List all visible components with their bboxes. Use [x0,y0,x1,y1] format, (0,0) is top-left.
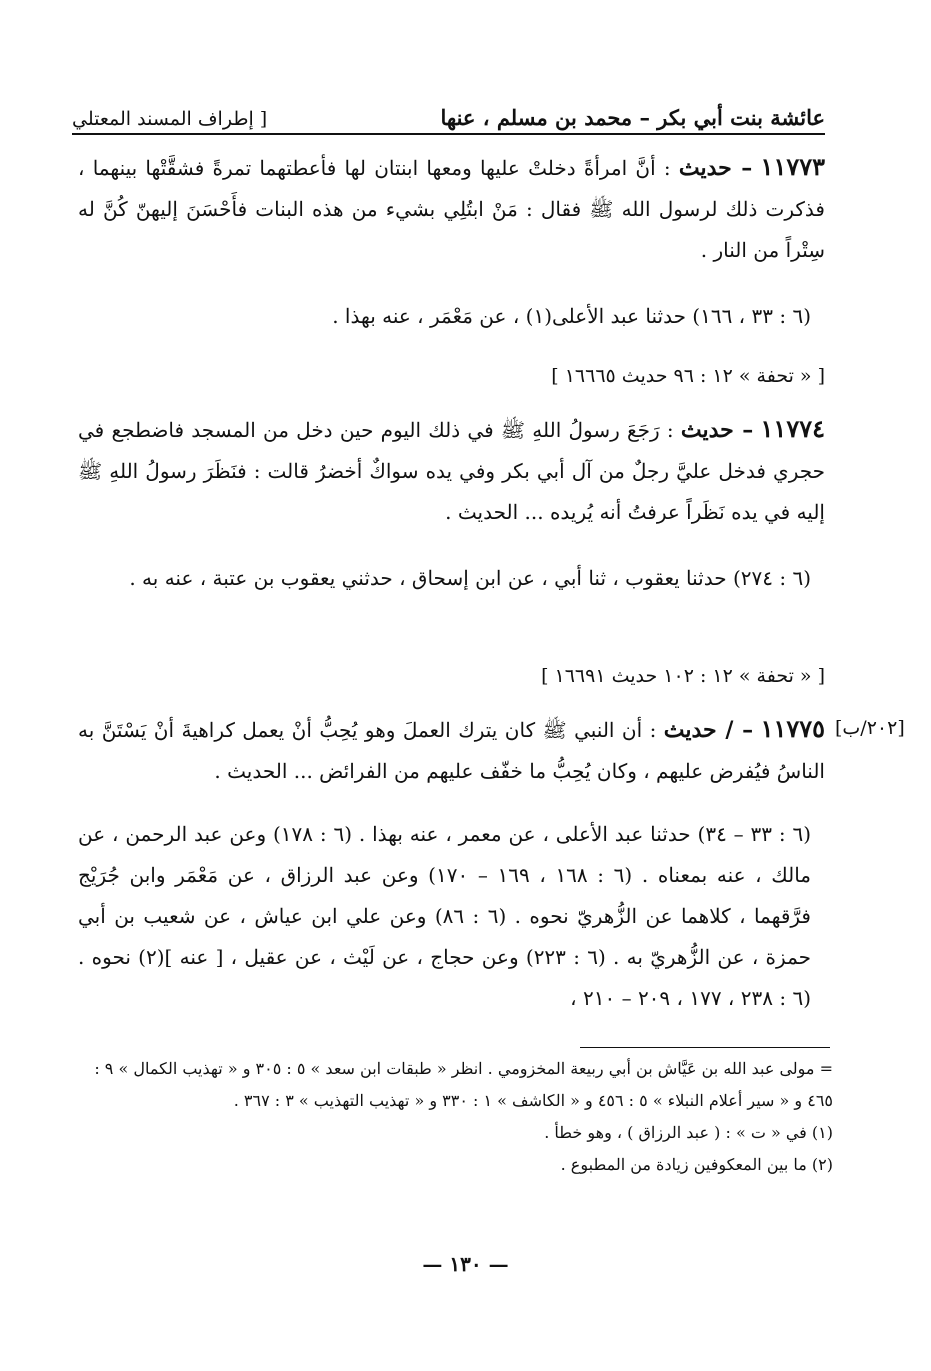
footnote-2: (٢) ما بين المعكوفين زيادة من المطبوع . [560,1155,833,1174]
hadith-11775-chain: (٦ : ٣٣ – ٣٤) حدثنا عبد الأعلى ، عن معمر ، عنه بهذا . (٦ : ١٧٨) وعن عبد الرحمن ، عن مالك ، عنه بمعناه . (٦ : ١٦٨ ، ١٦٩ – ١٧٠) وعن عبد الرزاق ، عن مَعْمَر وابن جُرَيْج فرَّقهما ، كلاهما عن الزُّهريّ نحوه . (٦ : ٨٦) وعن علي ابن عياش ، عن شعيب بن أبي حمزة ، عن الزُّهريّ به . (٦ : ٢٢٣) وعن حجاج ، عن لَيْث ، عن عقيل ، [ عنه ](٢) نحوه . (٦ : ٢٣٨ ، ١٧٧ ، ٢٠٩ – ٢١٠ ، [78,822,812,1010]
header-rule [72,133,825,135]
hadith-11773-chain: (٦ : ٣٣ ، ١٦٦) حدثنا عبد الأعلى(١) ، عن مَعْمَر ، عنه بهذا . [332,304,811,328]
hadith-label: – حديث [678,155,753,181]
hadith-11773-tuhfa: [ « تحفة » ١٢ : ٩٦ حديث ١٦٦٦٥ ] [551,365,825,387]
hadith-text: : أنَّ امرأةً دخلتْ عليها ومعها ابنتان لها فأعطتهما تمرةً فشقَّتْها بينهما ، فذكرت ذلك لرسول الله ﷺ فقال : مَنْ ابتُلِي بشيء من هذه البنات فأَحْسَنَ إليهنّ كُنَّ له سِتْراً من النار . [78,156,825,262]
footnotes [70,1053,833,1181]
hadith-text: : رَجَعَ رسولُ اللهِ ﷺ في ذلك اليوم حين دخل من المسجد فاضطجع في حجري فدخل عليَّ رجلٌ من آل أبي بكر وفي يده سواكٌ أخضرُ قالت : فنَظَرَ رسولُ اللهِ ﷺ إليه في يده نَظَراً عرفتُ أنه يُريده ... الحديث . [78,418,825,524]
hadith-text: : أن النبي ﷺ كان يترك العملَ وهو يُحِبُّ أنْ يعمل كراهيةَ أنْ يَسْتَنَّ به الناسُ فيُفرض عليهم ، وكان يُحِبُّ ما خفّف عليهم من الفرائض ... الحديث . [78,718,825,783]
footnote-continued: = مولى عبد الله بن عَيَّاش بن أبي ربيعة المخزومي . انظر « طبقات ابن سعد » ٥ : ٣٠٥ و « تهذيب الكمال » ٩ : ٤٦٥ و « سير أعلام النبلاء » ٥ : ٤٥٦ و « الكاشف » ١ : ٣٣٠ و « تهذيب التهذيب » ٣ : ٣٦٧ . [94,1059,833,1110]
hadith-number: ١١٧٧٤ [760,414,825,443]
manuscript-folio-ref: [٢٠٢/ب] [835,717,905,739]
header-title-right: عائشة بنت أبي بكر – محمد بن مسلم ، عنها [440,105,825,130]
hadith-label: – حديث [680,417,754,443]
hadith-number: ١١٧٧٥ [760,714,826,743]
hadith-label: – / حديث [663,717,754,743]
running-header [72,90,825,130]
hadith-number: ١١٧٧٣ [760,152,825,181]
footnote-1: (١) في « ت » : ( عبد الرزاق ) ، وهو خطأ . [544,1123,833,1142]
hadith-11774 [78,408,825,533]
footnote-rule [580,1047,830,1048]
hadith-11773 [78,146,825,271]
header-title-left: [ إطراف المسند المعتلي [72,108,268,130]
hadith-11774-chain: (٦ : ٢٧٤) حدثنا يعقوب ، ثنا أبي ، عن ابن إسحاق ، حدثني يعقوب بن عتبة ، عنه به . [129,566,811,590]
page-number: — ١٣٠ — [422,1252,509,1276]
hadith-11775 [78,708,825,792]
hadith-11774-tuhfa: [ « تحفة » ١٢ : ١٠٢ حديث ١٦٦٩١ ] [541,665,825,687]
